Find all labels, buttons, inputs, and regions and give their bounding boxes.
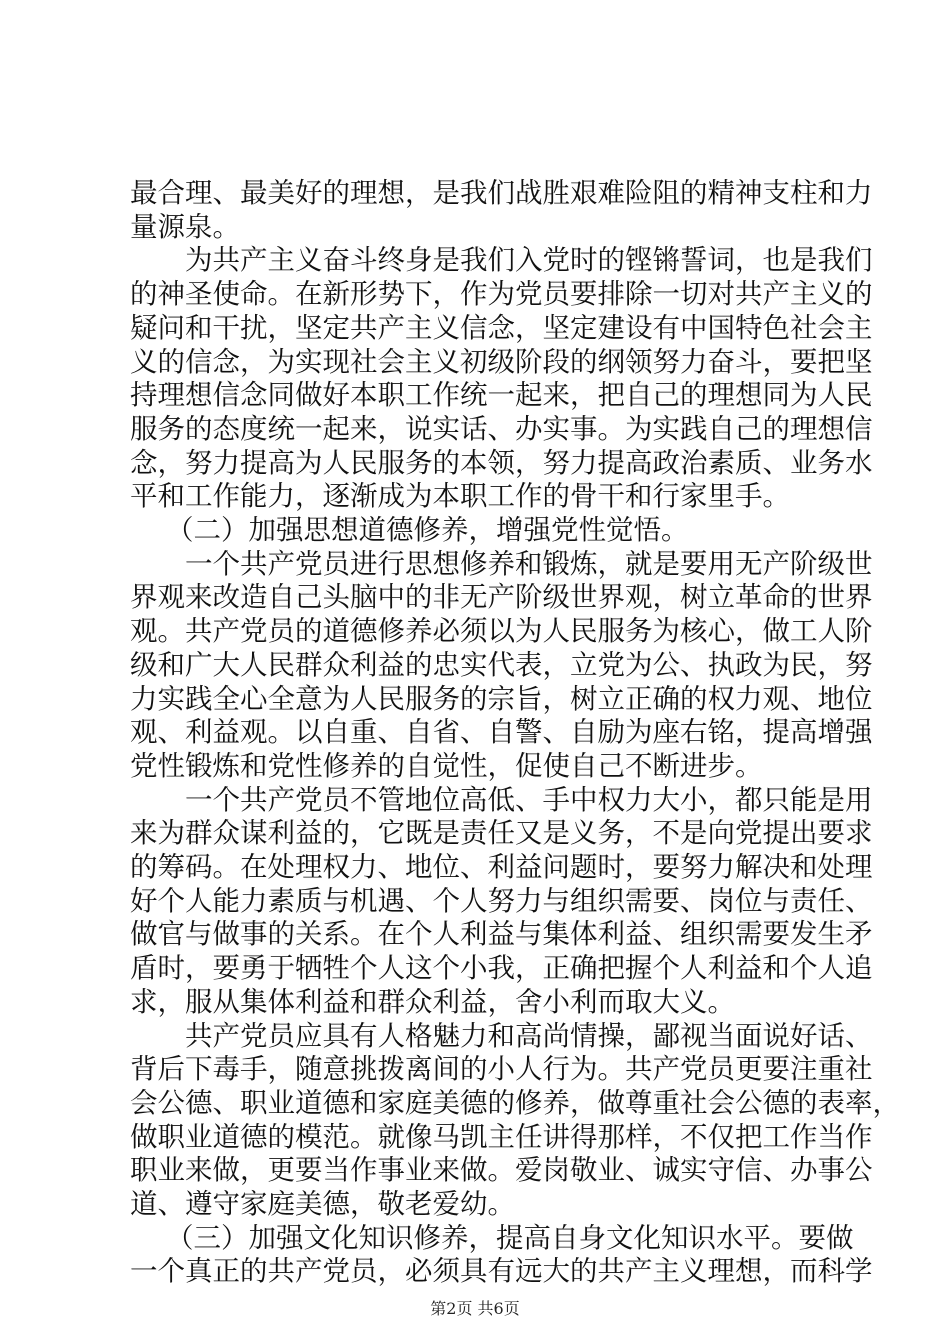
text-line: 一个真正的共产党员，必须具有远大的共产主义理想，而科学: [130, 1255, 873, 1287]
text-line: 会公德、职业道德和家庭美德的修养，做尊重社会公德的表率，: [130, 1087, 900, 1119]
text-line: 共产党员应具有人格魅力和高尚情操，鄙视当面说好话、: [185, 1020, 873, 1052]
text-line: 最合理、最美好的理想，是我们战胜艰难险阻的精神支柱和力: [130, 177, 873, 209]
text-line: 界观来改造自己头脑中的非无产阶级世界观，树立革命的世界: [130, 581, 873, 613]
text-line: 一个共产党员进行思想修养和锻炼，就是要用无产阶级世: [185, 548, 873, 580]
text-line: 求，服从集体利益和群众利益，舍小利而取大义。: [130, 986, 735, 1018]
text-line: 持理想信念同做好本职工作统一起来，把自己的理想同为人民: [130, 379, 873, 411]
text-line: 好个人能力素质与机遇、个人努力与组织需要、岗位与责任、: [130, 885, 873, 917]
text-line: 党性锻炼和党性修养的自觉性，促使自己不断进步。: [130, 750, 763, 782]
text-line: 量源泉。: [130, 211, 240, 243]
text-line: 为共产主义奋斗终身是我们入党时的铿锵誓词，也是我们: [185, 244, 873, 276]
text-line: 背后下毒手，随意挑拨离间的小人行为。共产党员更要注重社: [130, 1053, 873, 1085]
text-line: 力实践全心全意为人民服务的宗旨，树立正确的权力观、地位: [130, 683, 873, 715]
text-line: 一个共产党员不管地位高低、手中权力大小，都只能是用: [185, 784, 873, 816]
text-line: 道、遵守家庭美德，敬老爱幼。: [130, 1188, 515, 1220]
text-line: 来为群众谋利益的，它既是责任又是义务，不是向党提出要求: [130, 817, 873, 849]
text-line: 念，努力提高为人民服务的本领，努力提高政治素质、业务水: [130, 447, 873, 479]
text-line: 级和广大人民群众利益的忠实代表，立党为公、执政为民，努: [130, 649, 873, 681]
text-line: 观。共产党员的道德修养必须以为人民服务为核心，做工人阶: [130, 615, 873, 647]
section-heading: （三）加强文化知识修养，提高自身文化知识水平。要做: [166, 1222, 854, 1254]
text-line: 盾时，要勇于牺牲个人这个小我，正确把握个人利益和个人追: [130, 952, 873, 984]
section-heading: （二）加强思想道德修养，增强党性觉悟。: [166, 514, 689, 546]
text-line: 服务的态度统一起来，说实话、办实事。为实践自己的理想信: [130, 413, 873, 445]
text-line: 的神圣使命。在新形势下，作为党员要排除一切对共产主义的: [130, 278, 873, 310]
text-line: 做官与做事的关系。在个人利益与集体利益、组织需要发生矛: [130, 918, 873, 950]
page-footer: 第2页 共6页: [430, 1299, 520, 1318]
text-line: 疑问和干扰，坚定共产主义信念，坚定建设有中国特色社会主: [130, 312, 873, 344]
text-line: 平和工作能力，逐渐成为本职工作的骨干和行家里手。: [130, 480, 790, 512]
text-line: 观、利益观。以自重、自省、自警、自励为座右铭，提高增强: [130, 716, 873, 748]
text-line: 的筹码。在处理权力、地位、利益问题时，要努力解决和处理: [130, 851, 873, 883]
text-line: 职业来做，更要当作事业来做。爱岗敬业、诚实守信、办事公: [130, 1154, 873, 1186]
text-line: 做职业道德的模范。就像马凯主任讲得那样，不仅把工作当作: [130, 1121, 873, 1153]
text-line: 义的信念，为实现社会主义初级阶段的纲领努力奋斗，要把坚: [130, 346, 873, 378]
